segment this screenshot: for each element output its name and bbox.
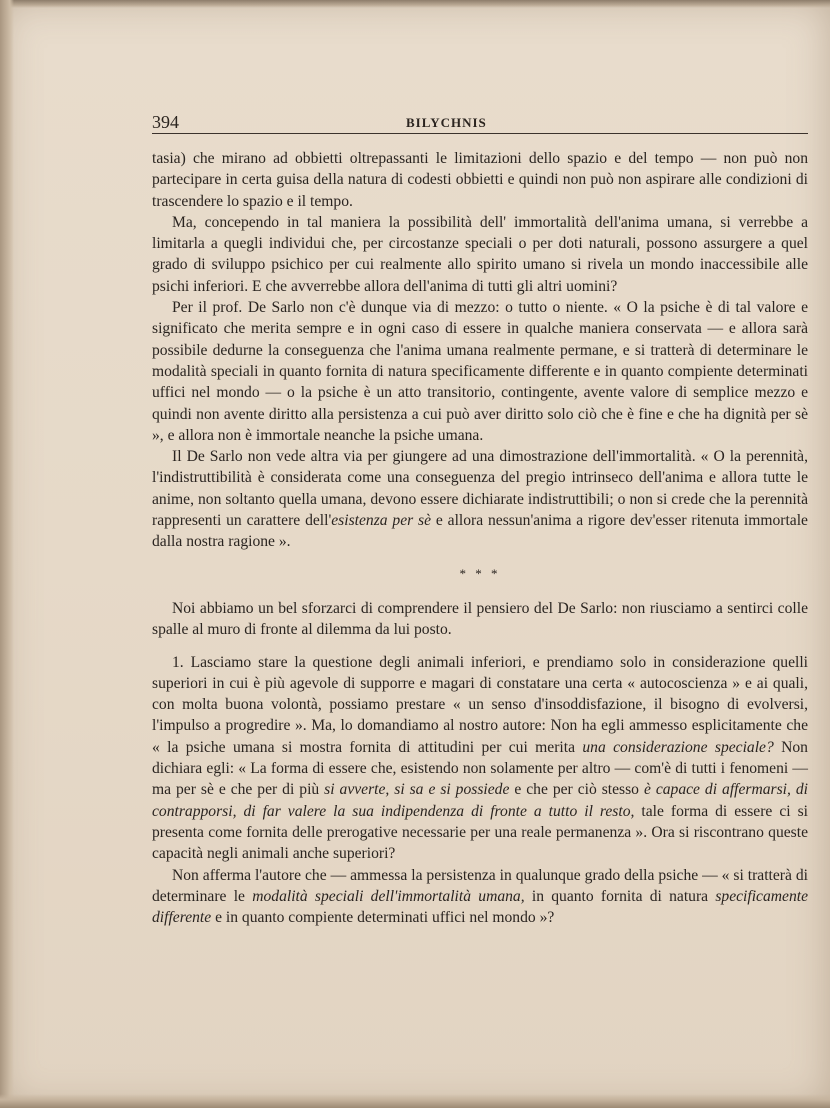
paragraph-1: tasia) che mirano ad obbietti oltrepassanti le limitazioni dello spazio e del tempo — non può non partecipare in certa guisa della natura di codesti obbietti e quindi non può non aspirare alle condizioni di trascendere lo spazio e il tempo. (152, 150, 808, 210)
page-number: 394 (152, 112, 179, 132)
paragraph-3: Per il prof. De Sarlo non c'è dunque via di mezzo: o tutto o niente. « O la psiche è di tal valore e significato che merita sempre e in ogni caso di essere in qualche maniera conservata — e allora sarà possibile dedurne la conseguenza che l'anima umana realmente permane, e si tratterà di determinare le modalità speciali in quanto fornita di natura specificamente differente e in quanto compiente determinati uffici nel mondo — o la psiche è un atto transitorio, contingente, avente valore di semplice mezzo e quindi non avente diritto alla persistenza a cui può aver diritto solo ciò che è fine e che ha dignità per sè », e allora non è immortale neanche la psiche umana. (152, 299, 808, 444)
paragraph-6-text-c: e che per ciò stesso (509, 781, 644, 799)
paragraph-7 (152, 865, 808, 929)
paragraph-6-italic-1: una considerazione speciale? (582, 738, 774, 756)
paragraph-6-italic-2: si avverte, si sa e si possiede (324, 781, 510, 799)
paragraph-4-italic: esistenza per sè (331, 512, 432, 530)
paragraph-7-text-b: in quanto fornita di natura (524, 887, 716, 905)
page-edge-bottom (0, 1094, 830, 1108)
paragraph-6-text-a: 1. Lasciamo stare la questione degli animali inferiori, e prendiamo solo in considerazione quelli superiori in cui è più agevole di supporre e magari di constatare una certa « autocoscienza » e ai quali, con molta buona volontà, possiamo prestare « un senso d'insoddisfazione, il bisogno di evolversi, l'impulso a progredire ». Ma, lo domandiamo al nostro autore: Non ha egli ammesso esplicitamente che « la psiche umana si mostra fornita di attitudini per cui merita (152, 653, 808, 756)
paragraph-7-italic-2: specificamente differente (152, 887, 809, 927)
page-edge-left (0, 0, 14, 1108)
paragraph-6-italic-3: è capace di affermarsi, di contrapporsi, di far valere la sua indipendenza di fronte a tutto il resto, (152, 781, 808, 820)
paragraph-6 (152, 652, 808, 865)
paragraph-7-italic-1: modalità speciali dell'immortalità umana, (252, 887, 525, 905)
header-rule (152, 133, 808, 134)
body-text (152, 148, 808, 928)
paragraph-6-text-d: tale forma di essere ci si presenta come fornita delle prerogative necessarie per una reale permanenza ». Ora si riscontrano queste capacità negli animali anche superiori? (152, 802, 808, 863)
paragraph-4-text-a: Il De Sarlo non vede altra via per giungere ad una dimostrazione dell'immortalità. « O la perennità, l'indistruttibilità è considerata come una conseguenza del pregio intrinseco dell'anima e allora tutte le anime, non soltanto quella umana, devono essere dichiarate indistruttibili; o non si crede che la perennità rappresenti un carattere dell' (152, 448, 808, 530)
paragraph-7-text-c: e in quanto compiente determinati uffici nel mondo »? (211, 909, 555, 927)
paragraph-gap (152, 641, 808, 652)
paragraph-5: Noi abbiamo un bel sforzarci di comprendere il pensiero del De Sarlo: non riusciamo a sentirci colle spalle al muro di fronte al dilemma da lui posto. (152, 599, 808, 639)
paragraph-4 (152, 446, 808, 552)
paragraph-2: Ma, concependo in tal maniera la possibilità dell' immortalità dell'anima umana, si verrebbe a limitarla a quegli individui che, per circostanze speciali o per doti naturali, possono assurgere a quel grado di sviluppo psichico per cui realmente allo spirito umano si rivela un mondo inaccessibile alle psichi inferiori. E che avverrebbe allora dell'anima di tutti gli altri uomini? (152, 213, 808, 295)
paragraph-6-text-b: Non dichiara egli: « La forma di essere che, esistendo non solamente per altro — com'è di tutti i fenomeni — ma per sè e che per di più (152, 738, 808, 799)
paragraph-7-text-a: Non afferma l'autore che — ammessa la persistenza in qualunque grado della psiche — « si tratterà di determinare le (152, 866, 808, 905)
running-title: BILYCHNIS (406, 115, 487, 130)
paragraph-4-text-b: e allora nessun'anima a rigore dev'esser ritenuta immortale dalla nostra ragione ». (152, 512, 808, 551)
section-separator: * * * (459, 565, 501, 581)
page-edge-top (0, 0, 830, 8)
